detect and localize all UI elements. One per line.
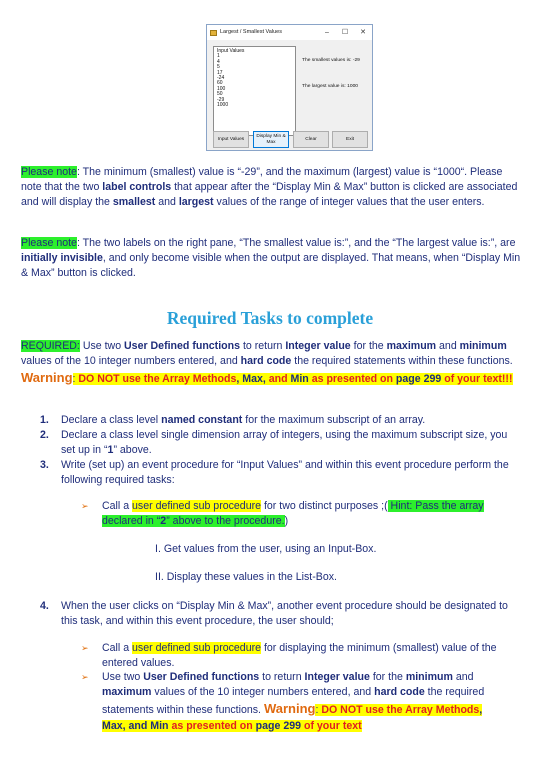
list-item[interactable]: -24: [217, 75, 225, 82]
app-window-screenshot: [206, 24, 373, 151]
close-icon[interactable]: ✕: [360, 28, 366, 36]
list-item[interactable]: 100: [217, 85, 226, 92]
app-icon: [210, 30, 217, 36]
values-listbox[interactable]: [213, 46, 296, 136]
warning-label: Warning: [263, 701, 316, 717]
exit-button[interactable]: Exit: [332, 131, 368, 148]
section-heading: Required Tasks to complete: [166, 308, 374, 328]
required-tag: REQUIRED:: [21, 340, 80, 352]
list-item[interactable]: Input Values: [217, 48, 245, 54]
please-note-tag: Please note: [21, 166, 77, 178]
list-item[interactable]: -29: [217, 96, 225, 103]
maximize-icon[interactable]: ☐: [341, 28, 349, 36]
please-note-tag: Please note: [21, 237, 77, 249]
note-minimum-maximum: Please note: The minimum (smallest) value is “-29”, and the maximum (largest) value is “1000“. Please note that the two label controls that appear after the “Display Min & Max” button is clicked are associated and will display the smallest and largest values of the range of integer values that the user enters.: [21, 166, 518, 209]
input-values-button[interactable]: Input Values: [213, 131, 249, 148]
clear-button[interactable]: Clear: [293, 131, 329, 148]
window-title: Largest / Smallest Values: [220, 28, 282, 35]
note-labels-invisible: Please note: The two labels on the right pane, “The smallest value is:”, and the “The largest value is:”, are initially invisible, and only become visible when the output are displayed. That means, when “Display Min & Max” button is clicked.: [21, 237, 521, 280]
list-item[interactable]: 60: [217, 80, 223, 87]
bullet-sub-procedure-display: ➢ Call a user defined sub procedure for displaying the minimum (smallest) value of the entered values.: [81, 641, 501, 671]
task-item: 1. Declare a class level named constant for the maximum subscript of an array.: [40, 414, 426, 426]
task-item: 2. Declare a class level single dimension array of integers, using the maximum subscript size, you set up in “1” above.: [40, 429, 508, 457]
bullet-user-defined-functions: ➢ Use two User Defined functions to return Integer value for the minimum and maximum values of the 10 integer numbers entered, and hard code the required statements within these functions. Warning: DO NOT use the Array Methods, Max, and Min as presented on page 299 of your text: [81, 670, 501, 734]
task-item: 3. Write (set up) an event procedure for “Input Values” and within this event procedure perform the following required tasks:: [40, 459, 509, 487]
list-item[interactable]: 17: [217, 69, 223, 76]
arrow-bullet-icon: ➢: [81, 501, 89, 511]
warning-label: Warning: [21, 370, 73, 386]
largest-value-label: The largest value is: 1000: [302, 84, 359, 89]
smallest-value-label: The smallest values is: -29: [302, 58, 360, 63]
task-list: [40, 413, 510, 488]
task-item-4: 4. When the user clicks on “Display Min & Max”, another event procedure should be designated to this task, and within this event procedure, the user should;: [40, 600, 508, 628]
list-item[interactable]: 1000: [217, 102, 229, 109]
arrow-bullet-icon: ➢: [81, 672, 89, 682]
list-item[interactable]: 4: [217, 58, 220, 65]
roman-item-display-values: II. Display these values in the List-Box.: [155, 571, 337, 583]
required-paragraph: REQUIRED: Use two User Defined functions to return Integer value for the maximum and minimum values of the 10 integer numbers entered, and hard code the required statements within these functions. Warning: DO NOT use the Array Methods, Max, and Min as presented on page 299 of your text!!!: [21, 340, 513, 386]
list-item[interactable]: 5: [217, 64, 220, 71]
list-item[interactable]: 1: [217, 53, 220, 60]
window-titlebar: [207, 25, 372, 40]
bullet-sub-procedure-input: ➢ Call a user defined sub procedure for two distinct purposes ;( Hint: Pass the array declared in “2” above to the procedure.): [81, 499, 501, 529]
display-min-max-button[interactable]: Display Min & Max: [253, 131, 289, 148]
list-item[interactable]: 50: [217, 91, 223, 98]
roman-item-get-values: I. Get values from the user, using an Input-Box.: [155, 543, 377, 555]
minimize-icon[interactable]: –: [325, 28, 329, 36]
arrow-bullet-icon: ➢: [81, 643, 89, 653]
